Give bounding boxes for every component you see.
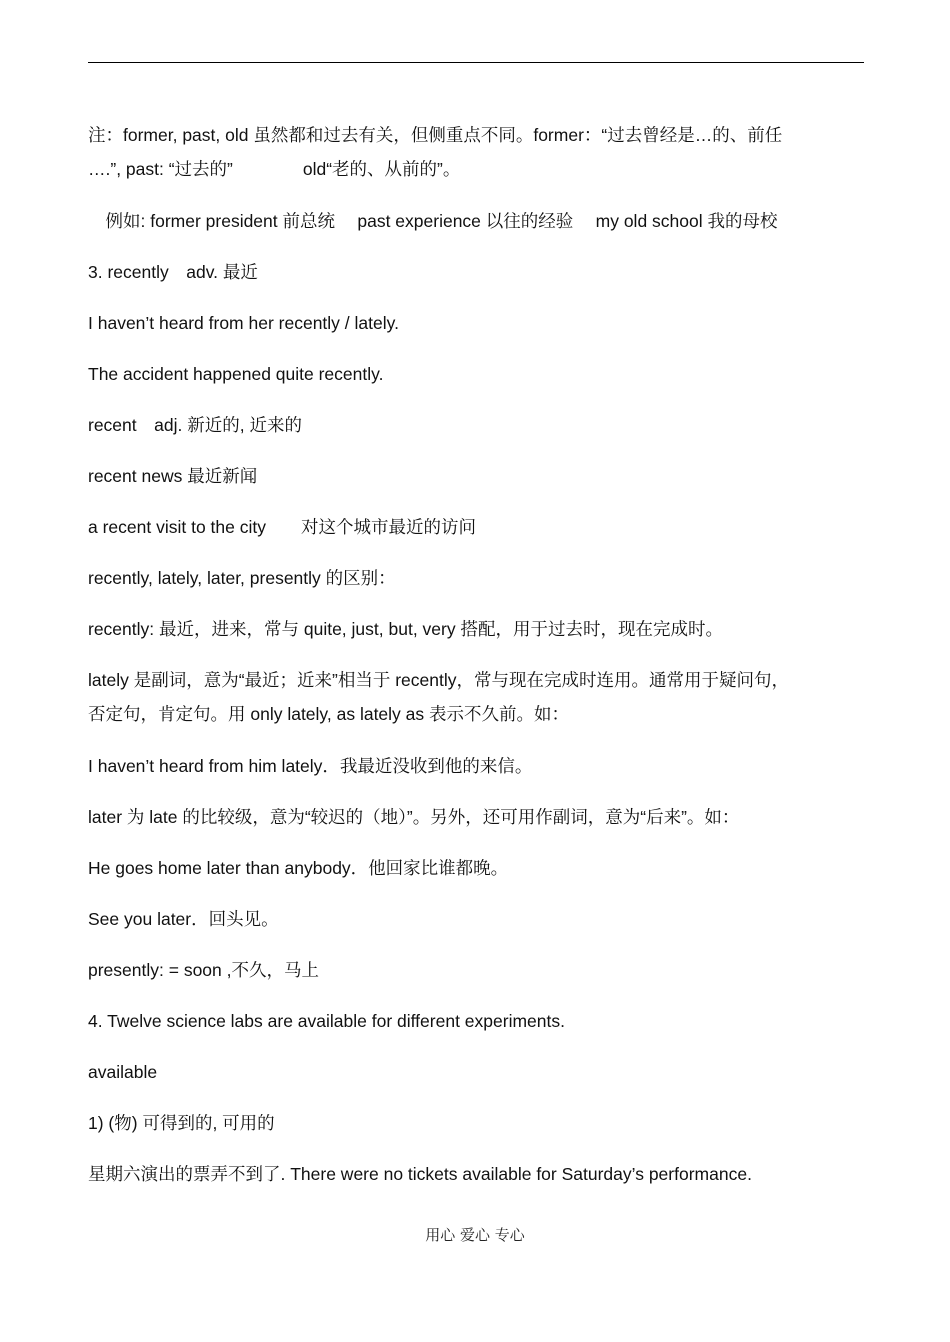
lately-line-1: lately 是副词，意为“最近；近来”相当于 recently，常与现在完成时连用。通常用于疑问句， xyxy=(88,670,790,690)
lately-line-2: 否定句，肯定句。用 only lately, as lately as 表示不久前。如： xyxy=(88,704,570,724)
header-rule xyxy=(88,62,864,63)
note-line-1: 注：former, past, old 虽然都和过去有关，但侧重点不同。former：“过去曾经是…的、前任 xyxy=(88,125,783,145)
page-footer: 用心 爱心 专心 xyxy=(425,1226,525,1244)
example-sentence: The accident happened quite recently. xyxy=(88,364,384,384)
example-sentence: I haven’t heard from him lately．我最近没收到他的来信。 xyxy=(88,756,533,776)
example-phrase: recent news 最近新闻 xyxy=(88,466,258,486)
heading-available: 4. Twelve science labs are available for different experiments. xyxy=(88,1011,565,1031)
explanation-later: later 为 late 的比较级，意为“较迟的（地）”。另外，还可用作副词，意为“后来”。如： xyxy=(88,807,740,827)
section-heading: recently, lately, later, presently 的区别： xyxy=(88,568,396,588)
definition-available: 1) (物) 可得到的, 可用的 xyxy=(88,1113,275,1133)
explanation-presently: presently: = soon ,不久，马上 xyxy=(88,960,319,980)
explanation-recently: recently: 最近，进来，常与 quite, just, but, very 搭配，用于过去时，现在完成时。 xyxy=(88,619,723,639)
example-sentence: I haven’t heard from her recently / lately. xyxy=(88,313,399,333)
definition-recent: recent adj. 新近的, 近来的 xyxy=(88,415,302,435)
note-paragraph xyxy=(88,118,874,186)
note-line-2: ….”, past: “过去的” old“老的、从前的”。 xyxy=(88,159,461,179)
example-sentence: 星期六演出的票弄不到了. There were no tickets available for Saturday’s performance. xyxy=(88,1164,752,1184)
word-available: available xyxy=(88,1062,158,1082)
example-line: 例如: former president 前总统 past experience 以往的经验 my old school 我的母校 xyxy=(88,211,778,231)
example-sentence: He goes home later than anybody．他回家比谁都晚。 xyxy=(88,858,509,878)
heading-recently: 3. recently adv. 最近 xyxy=(88,262,258,282)
explanation-lately xyxy=(88,663,874,731)
example-phrase: a recent visit to the city 对这个城市最近的访问 xyxy=(88,517,476,537)
example-sentence: See you later．回头见。 xyxy=(88,909,279,929)
